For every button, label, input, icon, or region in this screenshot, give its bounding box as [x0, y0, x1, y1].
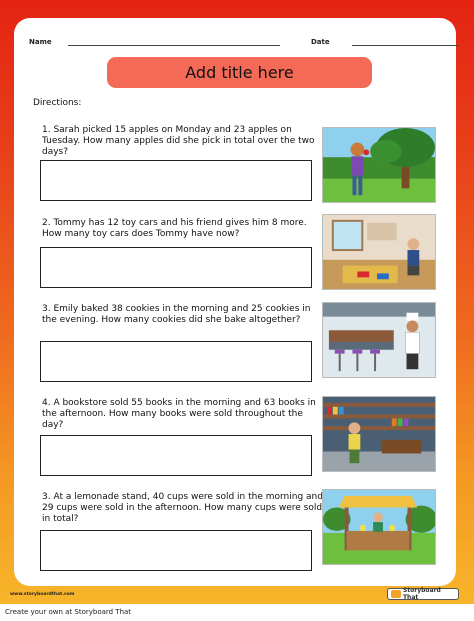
question-4: 4. A bookstore sold 55 books in the morning and 63 books in the afternoon. How many books were sold throughout the day? — [42, 398, 316, 430]
caption-link[interactable]: Create your own at Storyboard That — [5, 608, 132, 616]
question-5: 3. At a lemonade stand, 40 cups were sold in the morning and 29 cups were sold in the afternoon. How many cups were sold in total? — [42, 492, 323, 524]
answer-box-3[interactable] — [40, 341, 312, 382]
answer-box-4[interactable] — [40, 435, 312, 476]
answer-box-1[interactable] — [40, 160, 312, 201]
title-box[interactable] — [107, 57, 372, 88]
question-1: 1. Sarah picked 15 apples on Monday and 23 apples on Tuesday. How many apples did she pick in total over the two days? — [42, 125, 315, 157]
question-2: 2. Tommy has 12 toy cars and his friend gives him 8 more. How many toy cars does Tommy have now? — [42, 218, 307, 239]
name-label: Name — [29, 38, 52, 46]
footer-site: www.storyboardthat.com — [10, 592, 75, 597]
date-line[interactable] — [352, 45, 459, 46]
brand-name: Storyboard That — [402, 587, 441, 601]
directions-label: Directions: — [33, 98, 82, 108]
scene-bookstore — [322, 396, 436, 472]
scene-boy-toy-cars — [322, 214, 436, 290]
page-title: Add title here — [185, 63, 294, 82]
answer-box-5[interactable] — [40, 530, 312, 571]
storyboard-that-logo[interactable] — [387, 588, 459, 600]
question-3: 3. Emily baked 38 cookies in the morning and 25 cookies in the evening. How many cookies did she bake altogether? — [42, 304, 311, 325]
scene-chef-kitchen — [322, 302, 436, 378]
date-label: Date — [311, 38, 330, 46]
answer-box-2[interactable] — [40, 247, 312, 288]
scene-lemonade-stand — [322, 489, 436, 565]
name-line[interactable] — [68, 45, 280, 46]
scene-girl-apple-tree — [322, 127, 436, 203]
storyboard-icon — [391, 590, 401, 598]
